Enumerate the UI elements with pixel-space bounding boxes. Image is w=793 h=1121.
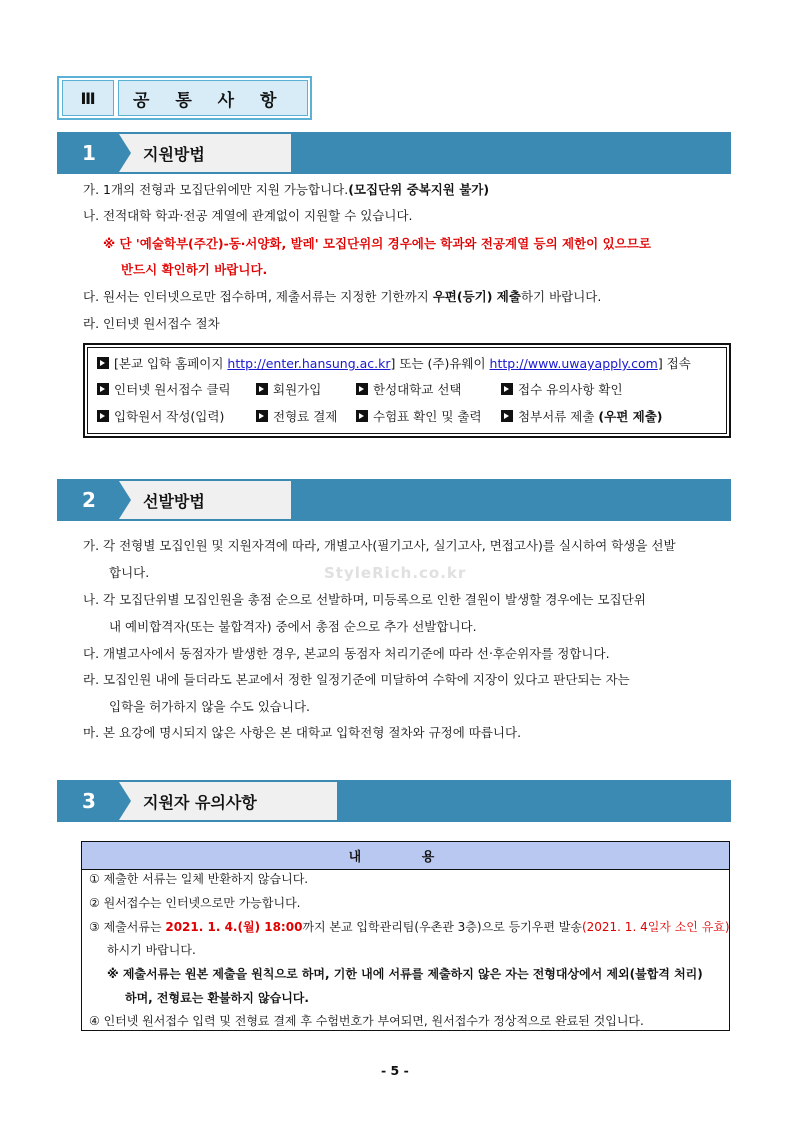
s2-item-ra-line1: 라. 모집인원 내에 들더라도 본교에서 정한 일정기준에 미달하여 수학에 지장이 있다고 판단되는 자는 — [83, 672, 630, 687]
section-1-header — [57, 132, 731, 174]
s2-item-ga-line1: 가. 각 전형별 모집인원 및 지원자격에 따라, 개별고사(필기고사, 실기고사, 면접고사)를 실시하여 학생을 선발 — [83, 538, 676, 553]
hansung-link[interactable]: http://enter.hansung.ac.kr — [227, 356, 391, 371]
s2-item-ra-line2: 입학을 허가하지 않을 수도 있습니다. — [109, 699, 310, 714]
s1-item-na: 나. 전적대학 학과‧전공 계열에 관계없이 지원할 수 있습니다. — [83, 208, 413, 223]
procedure-step-6: 전형료 결제 — [256, 409, 337, 425]
s2-item-na-line2: 내 예비합격자(또는 불합격자) 중에서 총점 순으로 추가 선발합니다. — [109, 619, 477, 634]
page-number: - 5 - — [381, 1063, 409, 1078]
s2-item-na-line1: 나. 각 모집단위별 모집인원을 총점 순으로 선발하며, 미등록으로 인한 결원이 발생할 경우에는 모집단위 — [83, 592, 646, 607]
arrow-icon — [256, 383, 268, 395]
section-2-arrow — [119, 481, 131, 519]
notes-item-3-line1: ③ 제출서류는 2021. 1. 4.(월) 18:00까지 본교 입학관리팀(우촌관 3층)으로 등기우편 발송(2021. 1. 4일자 소인 유효) — [89, 920, 730, 934]
s1-item-ra: 라. 인터넷 원서접수 절차 — [83, 316, 220, 331]
chapter-title: 공 통 사 항 — [118, 80, 308, 116]
s2-item-ga-line2: 합니다. — [109, 565, 150, 580]
arrow-icon — [256, 410, 268, 422]
arrow-icon — [97, 410, 109, 422]
section-3-header — [57, 780, 731, 822]
procedure-step-5: 입학원서 작성(입력) — [97, 409, 224, 425]
section-2-number: 2 — [82, 488, 96, 512]
s1-note-line1: ※ 단 '예술학부(주간)-동‧서양화, 발레' 모집단위의 경우에는 학과와 전공계열 등의 제한이 있으므로 — [103, 236, 651, 251]
section-3-arrow — [119, 782, 131, 820]
notes-item-1: ① 제출한 서류는 일체 반환하지 않습니다. — [89, 872, 309, 886]
procedure-step-3: 한성대학교 선택 — [356, 382, 462, 398]
section-1-number: 1 — [82, 141, 96, 165]
notes-item-4: ④ 인터넷 원서접수 입력 및 전형료 결제 후 수험번호가 부여되면, 원서접수가 정상적으로 완료된 것입니다. — [89, 1014, 644, 1028]
s1-note-line2: 반드시 확인하기 바랍니다. — [121, 262, 268, 277]
uway-link[interactable]: http://www.uwayapply.com — [489, 356, 658, 371]
notes-warning-line1: ※ 제출서류는 원본 제출을 원칙으로 하며, 기한 내에 서류를 제출하지 않은 자는 전형대상에서 제외(불합격 처리) — [107, 967, 703, 981]
s1-item-ga: 가. 1개의 전형과 모집단위에만 지원 가능합니다.(모집단위 중복지원 불가) — [83, 182, 490, 197]
arrow-icon — [501, 410, 513, 422]
section-3-title: 지원자 유의사항 — [119, 782, 337, 820]
section-1-title: 지원방법 — [119, 134, 291, 172]
s2-item-ma: 마. 본 요강에 명시되지 않은 사항은 본 대학교 입학전형 절차와 규정에 따릅니다. — [83, 725, 522, 740]
section-3-number: 3 — [82, 789, 96, 813]
procedure-row-1: [본교 입학 홈페이지 http://enter.hansung.ac.kr] 또는 (주)유웨이 http://www.uwayapply.com] 접속 — [97, 356, 691, 372]
procedure-step-7: 수험표 확인 및 출력 — [356, 409, 482, 425]
watermark: StyleRich.co.kr — [324, 564, 467, 582]
notes-item-2: ② 원서접수는 인터넷으로만 가능합니다. — [89, 896, 301, 910]
arrow-icon — [97, 357, 109, 369]
chapter-number: Ⅲ — [62, 80, 114, 116]
notes-table-header: 내 용 — [82, 842, 729, 870]
procedure-step-4: 접수 유의사항 확인 — [501, 382, 623, 398]
section-1-arrow — [119, 134, 131, 172]
section-2-title: 선발방법 — [119, 481, 291, 519]
procedure-step-1: 인터넷 원서접수 클릭 — [97, 382, 231, 398]
s1-item-da: 다. 원서는 인터넷으로만 접수하며, 제출서류는 지정한 기한까지 우편(등기) 제출하기 바랍니다. — [83, 289, 602, 304]
arrow-icon — [356, 383, 368, 395]
procedure-step-2: 회원가입 — [256, 382, 321, 398]
procedure-step-8: 첨부서류 제출 (우편 제출) — [501, 409, 662, 425]
arrow-icon — [97, 383, 109, 395]
arrow-icon — [501, 383, 513, 395]
section-2-header — [57, 479, 731, 521]
arrow-icon — [356, 410, 368, 422]
notes-warning-line2: 하며, 전형료는 환불하지 않습니다. — [125, 991, 309, 1005]
s2-item-da: 다. 개별고사에서 동점자가 발생한 경우, 본교의 동점자 처리기준에 따라 선‧후순위자를 정합니다. — [83, 646, 610, 661]
notes-item-3-line2: 하시기 바랍니다. — [107, 943, 196, 957]
